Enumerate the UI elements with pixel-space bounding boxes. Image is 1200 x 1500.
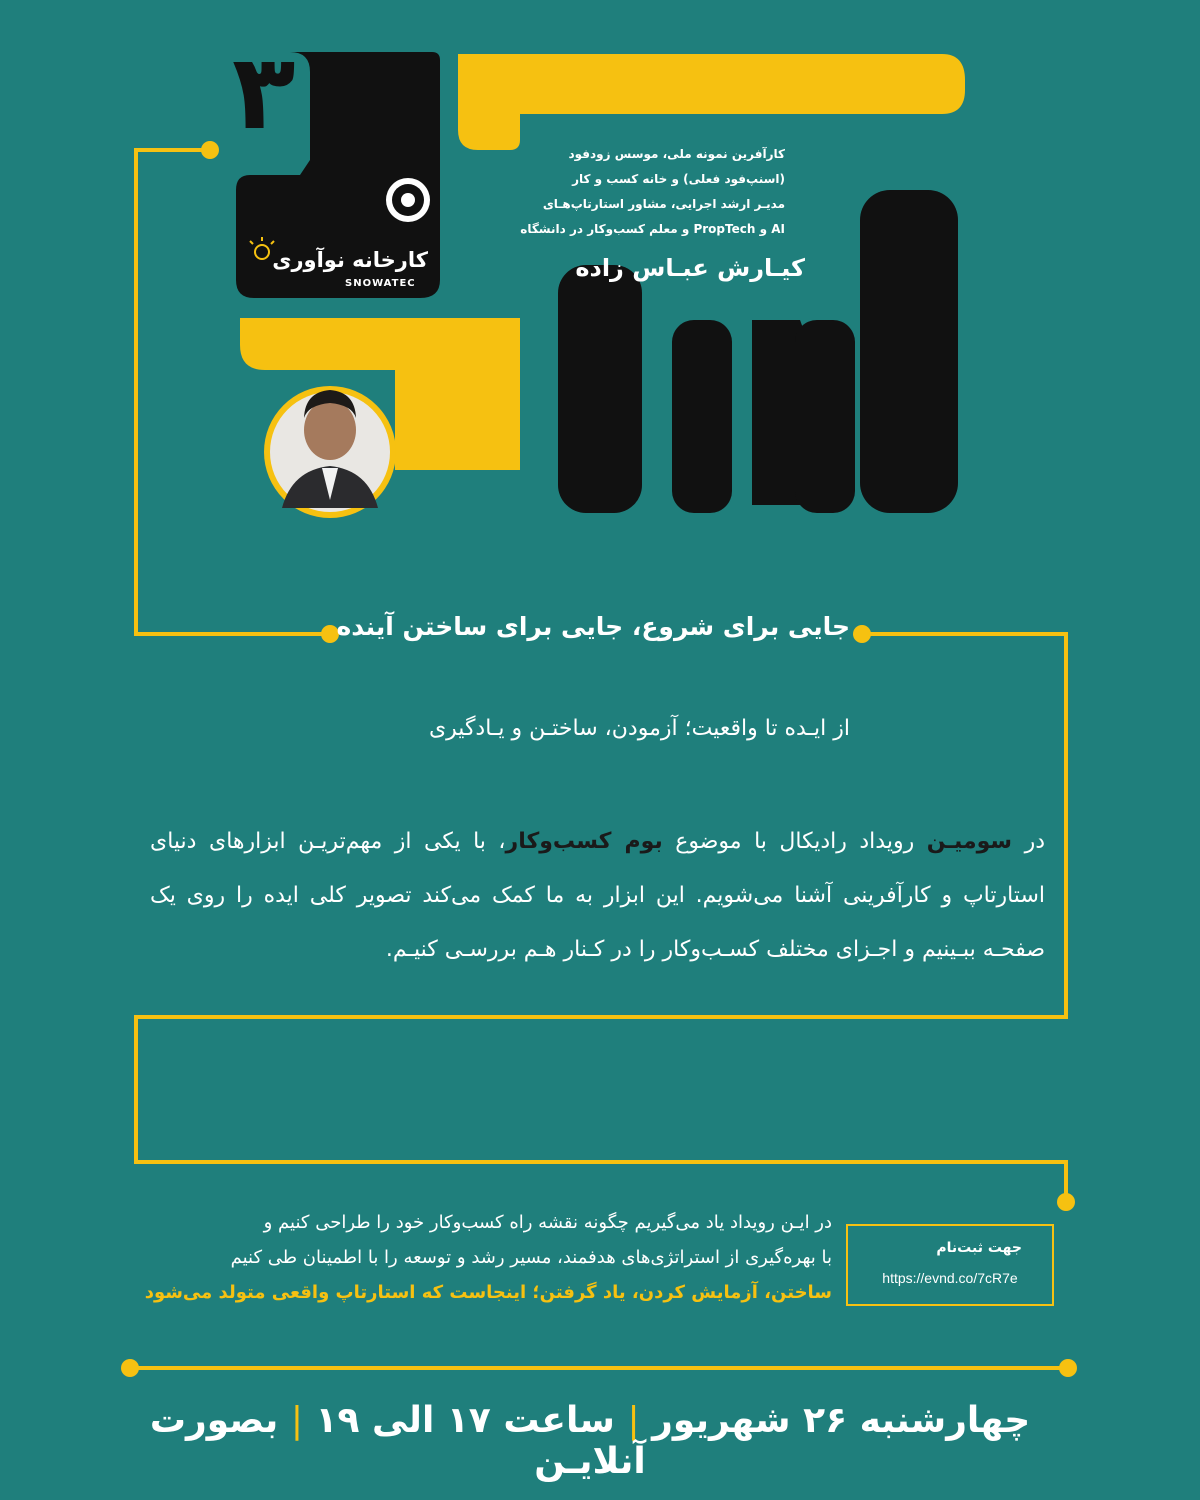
emblem-icon bbox=[386, 178, 430, 222]
para-text: ، با یکی از مهم‌تریـن ابزارهای دنیای استارتاپ و کارآفرینی آشنا می‌شویم. این ابزار به ما کمک می‌کند تصویر کلی ایده را روی یک صفحـه ببـینیم و اجـزای مختلف کسـب‌وکار را در کـنار هـم بررسـی کنیـم. bbox=[150, 829, 1045, 962]
event-footer bbox=[110, 1400, 1070, 1482]
footer-separator: | bbox=[627, 1400, 640, 1441]
registration-label: جهت ثبت‌نام bbox=[936, 1240, 1022, 1256]
para2-line: با بهره‌گیری از استراتژی‌های هدفمند، مسیر رشد و توسعه را با اطمینان طی کنیم bbox=[230, 1247, 832, 1268]
para-highlight: بوم کسب‌وکار bbox=[505, 829, 663, 854]
bio-line: مدیـر ارشد اجرایی، مشاور استارتاپ‌هـای bbox=[542, 197, 785, 211]
footer-mode: بصورت آنلایـن bbox=[149, 1400, 646, 1482]
logo-name: کارخانه نوآوری bbox=[272, 248, 428, 272]
title-art-black-bar-1 bbox=[558, 265, 642, 513]
title-art-black-bar-3 bbox=[860, 190, 958, 513]
presenter-photo bbox=[264, 386, 396, 518]
footer-time: ساعت ۱۷ الی ۱۹ bbox=[315, 1400, 615, 1441]
presenter-name: کیـارش عبـاس زاده bbox=[575, 254, 805, 282]
description-paragraph bbox=[150, 815, 1045, 977]
footer-separator: | bbox=[290, 1400, 303, 1441]
secondary-paragraph bbox=[136, 1205, 832, 1310]
para-text: در bbox=[1012, 829, 1045, 854]
title-art-black-bar-2 bbox=[672, 320, 732, 513]
edition-number: ۳ bbox=[232, 31, 296, 153]
bio-line: AI و PropTech و معلم کسب‌وکار در دانشگاه bbox=[520, 222, 785, 236]
logo-sub: SNOWATEC bbox=[345, 278, 416, 289]
presenter-bio bbox=[500, 142, 785, 242]
title-art-black-bar-4 bbox=[795, 320, 855, 513]
bio-line: کارآفرین نمونه ملی، موسس زودفود bbox=[568, 147, 785, 161]
headline: جایی برای شروع، جایی برای ساختن آینده bbox=[336, 612, 850, 641]
subline: از ایـده تا واقعیت؛ آزمودن، ساختـن و یـادگیری bbox=[428, 716, 850, 741]
bio-line: (اسنپ‌فود فعلی) و خانه کسب و کار bbox=[572, 172, 785, 186]
para-highlight: سومیـن bbox=[926, 829, 1013, 854]
para-text: رویداد رادیکال با موضوع bbox=[662, 829, 927, 854]
registration-link[interactable]: https://evnd.co/7cR7e bbox=[882, 1270, 1018, 1286]
footer-date: چهارشنبه ۲۶ شهریور bbox=[652, 1400, 1031, 1441]
para2-line: در ایـن رویداد یاد می‌گیریم چگونه نقشه راه کسب‌وکار خود را طراحی کنیم و bbox=[263, 1212, 832, 1233]
registration-box bbox=[846, 1224, 1054, 1306]
para2-tagline: ساختن، آزمایش کردن، یاد گرفتن؛ اینجاست که استارتاپ واقعی متولد می‌شود bbox=[144, 1282, 832, 1303]
